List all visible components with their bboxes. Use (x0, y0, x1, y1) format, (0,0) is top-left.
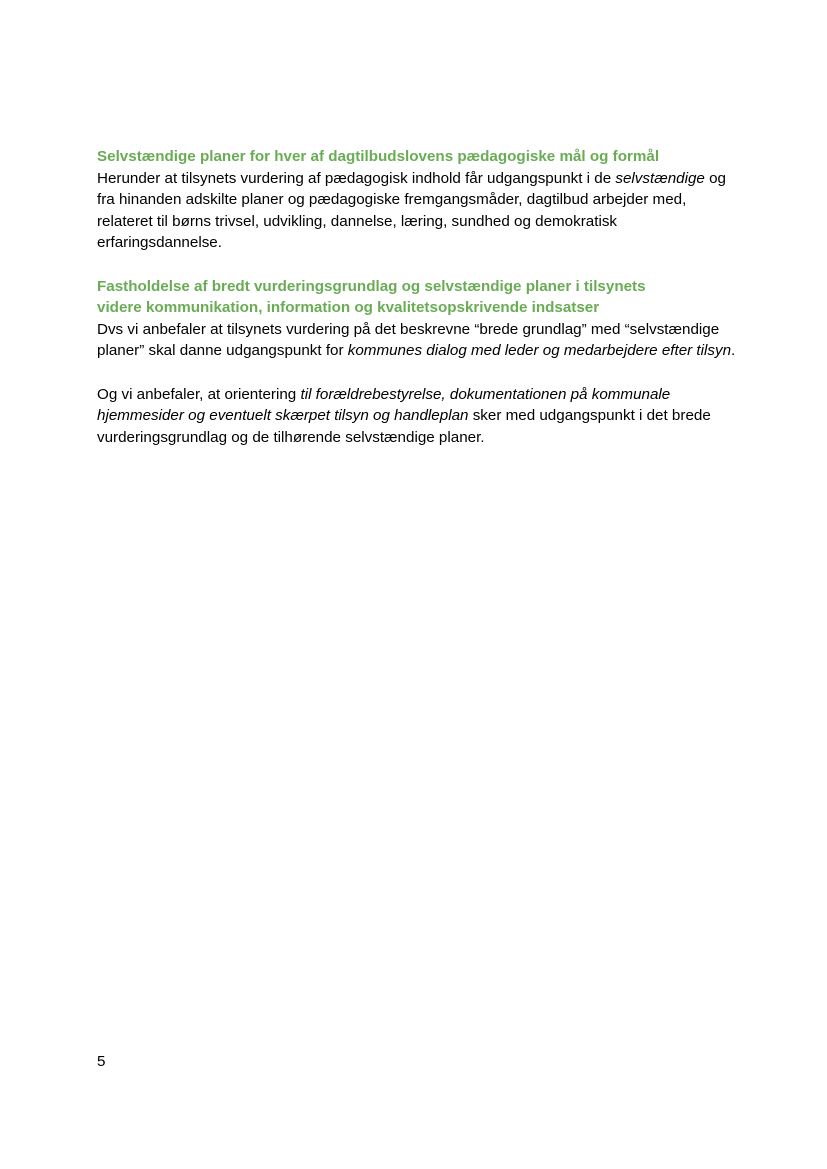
section-paragraph (97, 168, 737, 254)
heading-line: videre kommunikation, information og kvalitetsopskrivende indsatser (97, 299, 600, 317)
paragraph-text: . (731, 342, 736, 360)
section-paragraph (97, 384, 737, 449)
section-independent-plans (97, 146, 737, 254)
section-heading (97, 276, 737, 319)
section-broad-assessment (97, 276, 737, 362)
heading-line: Fastholdelse af bredt vurderingsgrundlag og selvstændige planer i tilsynets (97, 277, 646, 295)
page-number: 5 (97, 1053, 106, 1070)
section-heading: Selvstændige planer for hver af dagtilbudslovens pædagogiske mål og formål (97, 148, 660, 165)
paragraph-text: Herunder at tilsynets vurdering af pædagogisk indhold får udgangspunkt i de (97, 169, 616, 187)
paragraph-text: og fra hinanden adskilte planer og pædagogiske fremgangsmåder, dagtilbud arbejder med, relateret til børns trivsel, udvikling, dannelse, læring, sundhed og demokratisk erfaringsdannelse. (97, 169, 727, 252)
paragraph-emphasis: til forældrebestyrelse, dokumentationen på kommunale hjemmesider og eventuelt skærpet tilsyn og handleplan (97, 385, 671, 425)
section-paragraph (97, 319, 737, 362)
paragraph-text: Og vi anbefaler, at orientering (97, 385, 301, 403)
paragraph-text: sker med udgangspunkt i det brede vurderingsgrundlag og de tilhørende selvstændige planer. (97, 407, 711, 446)
paragraph-emphasis: selvstændige (615, 169, 705, 187)
document-body (97, 146, 737, 448)
section-recommendation (97, 384, 737, 449)
paragraph-emphasis: kommunes dialog med leder og medarbejdere efter tilsyn (347, 342, 732, 360)
paragraph-text: Dvs vi anbefaler at tilsynets vurdering på det beskrevne “brede grundlag” med “selvstændige planer” skal danne udgangspunkt for (97, 320, 720, 360)
